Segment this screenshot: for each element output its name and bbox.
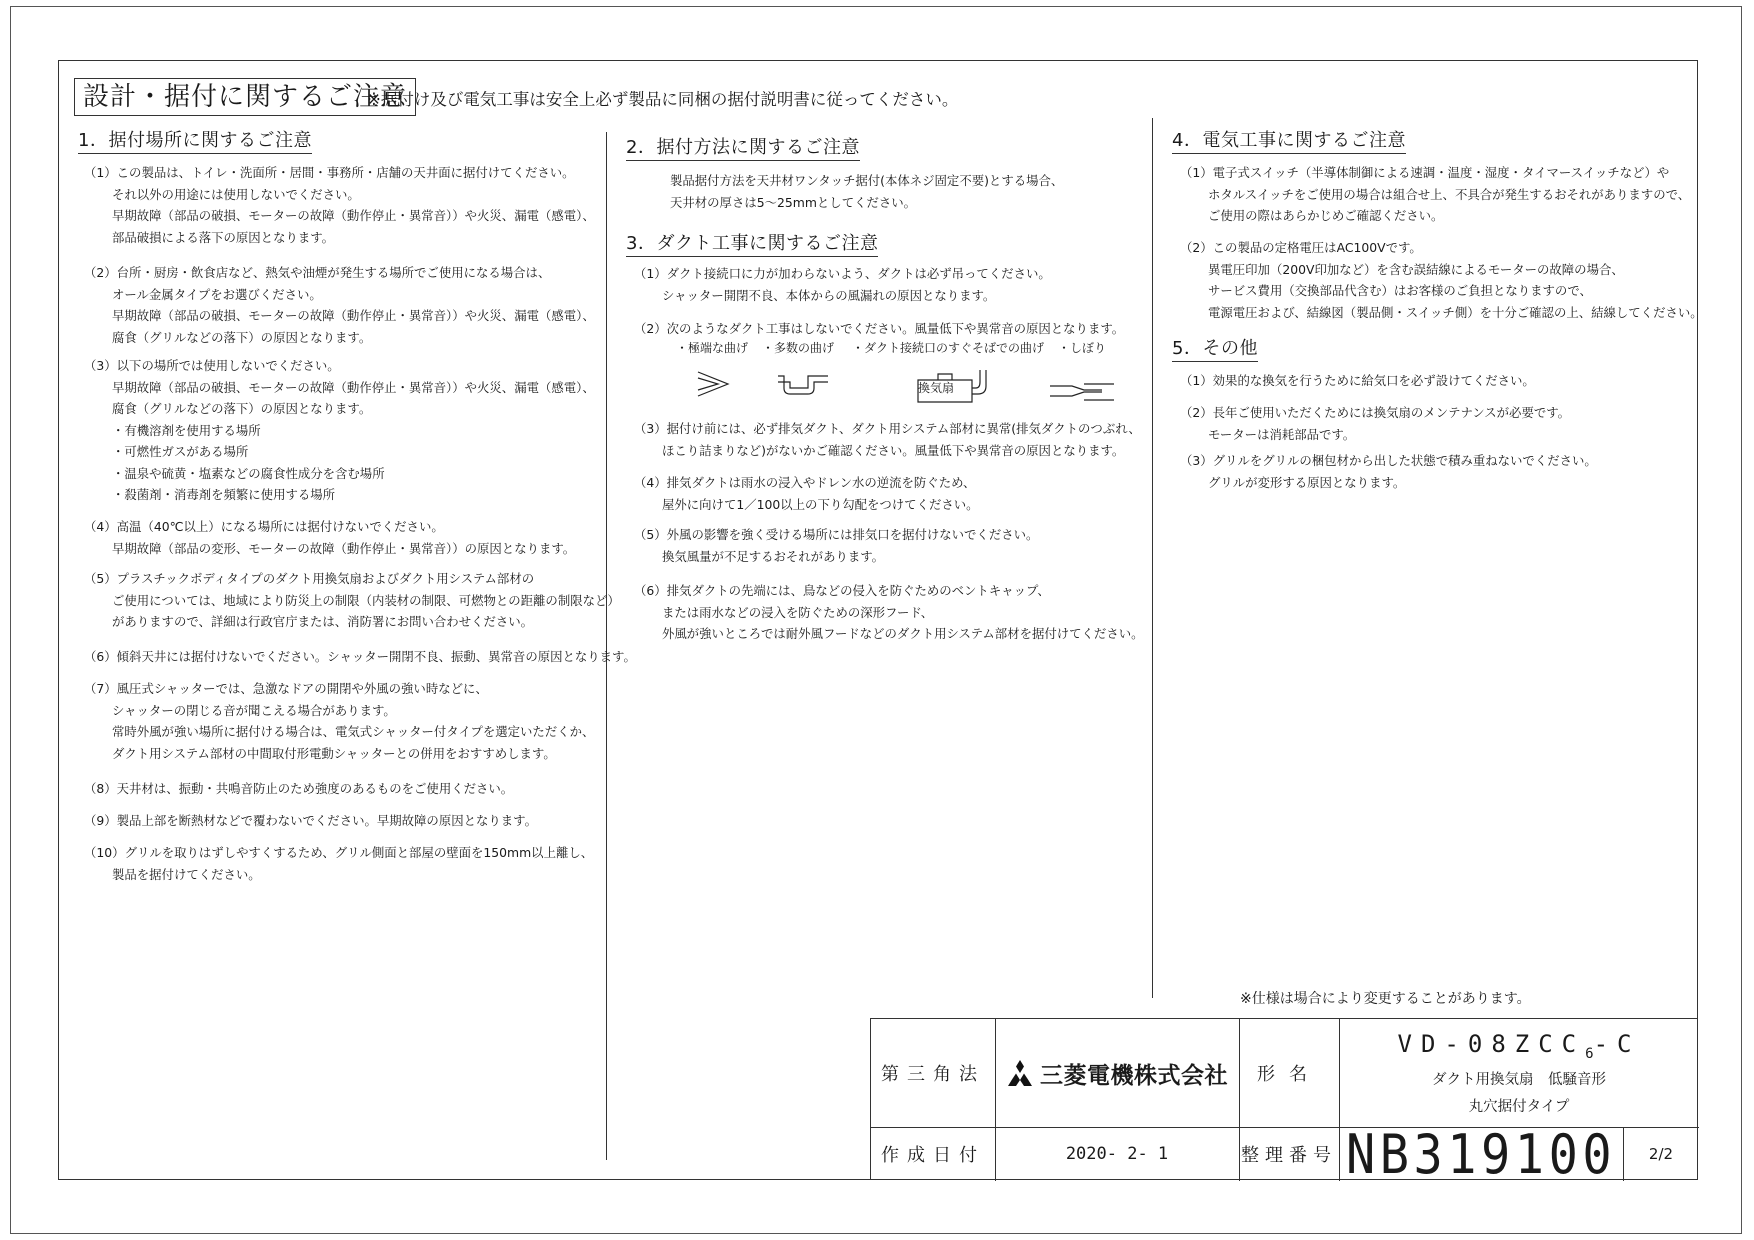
item-text-line: ほこり詰まりなど)がないかご確認ください。風量低下や異常音の原因となります。	[662, 442, 1125, 458]
list-item	[1180, 402, 1570, 445]
item-text-line: 常時外風が強い場所に据付ける場合は、電気式シャッター付タイプを選定いただくか、	[112, 724, 595, 739]
constriction-figure	[1050, 386, 1102, 390]
model-main: VD-08ZCC	[1397, 1030, 1586, 1059]
item-number: （6）	[634, 583, 667, 598]
duct-figures	[690, 362, 1130, 408]
item-text-line: 外風が強いところでは耐外風フードなどのダクト用システム部材を据付けてください。	[662, 626, 1144, 641]
date-label: 作成日付	[881, 1145, 985, 1166]
list-item	[634, 418, 1141, 461]
item-text-line: または雨水などの浸入を防ぐための深形フード、	[662, 604, 934, 620]
item-text: 効果的な換気を行うために給気口を必ず設けてください。	[1212, 373, 1535, 388]
list-item	[84, 355, 595, 506]
company-name: 三菱電機株式会社	[1040, 1062, 1228, 1089]
title-block	[870, 1018, 1698, 1186]
item-number: （3）	[84, 358, 117, 373]
item-number: （10）	[84, 845, 125, 860]
item-number: （1）	[84, 165, 117, 180]
item-text: 製品上部を断熱材などで覆わないでください。早期故障の原因となります。	[116, 813, 537, 828]
item-number: （4）	[84, 519, 117, 534]
reg-label: 整理番号	[1241, 1145, 1337, 1166]
item-number: （1）	[1180, 165, 1213, 180]
item-text-line: 換気風量が不足するおそれがあります。	[662, 548, 885, 564]
item-text-line: モーターは消耗部品です。	[1208, 426, 1356, 442]
item-text-line: ・可燃性ガスがある場所	[112, 444, 249, 459]
page-title: 設計・据付に関するご注意	[74, 78, 416, 116]
column-divider-2	[1152, 118, 1153, 998]
text-line: 製品据付方法を天井材ワンタッチ据付(本体ネジ固定不要)とする場合、	[670, 173, 1064, 188]
model-label: 形名	[1257, 1064, 1321, 1085]
item-text: 以下の場所では使用しないでください。	[116, 358, 340, 373]
list-item	[84, 778, 513, 800]
fan-label: 換気扇	[918, 381, 955, 395]
multiple-bend-figure	[778, 376, 828, 394]
duct-figure-label-1: ・極端な曲げ	[676, 341, 749, 355]
model-number	[1398, 1030, 1641, 1062]
registration-number	[1339, 1122, 1623, 1186]
item-text-line: それ以外の用途には使用しないでください。	[112, 186, 360, 202]
item-text-line: ・有機溶剤を使用する場所	[112, 422, 261, 438]
model-sub: 6	[1585, 1045, 1594, 1062]
item-number: （2）	[634, 321, 667, 336]
item-text: 次のようなダクト工事はしないでください。風量低下や異常音の原因となります。	[666, 321, 1125, 336]
item-text: 外風の影響を強く受ける場所には排気口を据付けないでください。	[666, 527, 1039, 542]
item-text-line: 部品破損による落下の原因となります。	[112, 229, 335, 245]
item-number: （5）	[84, 571, 117, 586]
list-item	[84, 516, 575, 559]
company-logo	[995, 1019, 1239, 1127]
item-text-line: ・温泉や硫黄・塩素などの腐食性成分を含む場所	[112, 465, 385, 481]
item-text: グリルをグリルの梱包材から出した状態で積み重ねないでください。	[1212, 453, 1597, 468]
list-item	[1180, 237, 1703, 323]
item-text: ダクト接続口に力が加わらないよう、ダクトは必ず吊ってください。	[666, 266, 1051, 281]
list-item	[84, 262, 595, 348]
item-text: この製品の定格電圧はAC100Vです。	[1212, 240, 1422, 255]
item-text: 排気ダクトは雨水の浸入やドレン水の逆流を防ぐため、	[666, 475, 976, 490]
header-note: ※据付け及び電気工事は安全上必ず製品に同梱の据付説明書に従ってください。	[367, 90, 959, 109]
duct-figure-label-2: ・多数の曲げ	[762, 341, 835, 355]
item-number: （1）	[1180, 373, 1213, 388]
list-item	[1180, 450, 1597, 493]
item-number: （6）	[84, 649, 117, 664]
item-text-line: がありますので、詳細は行政官庁または、消防署にお問い合わせください。	[112, 614, 534, 629]
item-text-line: グリルが変形する原因となります。	[1208, 474, 1406, 490]
item-text: 長年ご使用いただくためには換気扇のメンテナンスが必要です。	[1212, 405, 1571, 420]
section-3-heading: 3．ダクト工事に関するご注意	[626, 229, 878, 257]
item-text-line: ・殺菌剤・消毒剤を頻繁に使用する場所	[112, 487, 336, 502]
item-text-line: 早期故障（部品の変形、モーターの故障（動作停止・異常音））の原因となります。	[112, 540, 576, 556]
item-number: （9）	[84, 813, 117, 828]
list-item	[634, 472, 979, 515]
list-item	[84, 842, 593, 885]
item-text-line: ご使用については、地域により防災上の制限（内装材の制限、可燃物との距離の制限など）	[112, 592, 620, 608]
projection-label: 第三角法	[881, 1064, 985, 1085]
list-item	[1180, 370, 1535, 392]
item-text-line: 腐食（グリルなどの落下）の原因となります。	[112, 329, 372, 345]
item-text-line: 製品を据付けてください。	[112, 866, 261, 882]
list-item	[634, 263, 1051, 306]
item-text-line: 異電圧印加（200V印加など）を含む誤結線によるモーターの故障の場合、	[1208, 261, 1624, 277]
item-number: （2）	[84, 265, 117, 280]
item-text: 傾斜天井には据付けないでください。シャッター開閉不良、振動、異常音の原因となります。	[116, 649, 636, 664]
item-text-line: 電源電圧および、結線図（製品側・スイッチ側）を十分ご確認の上、結線してください。	[1208, 304, 1703, 320]
item-text: 据付け前には、必ず排気ダクト、ダクト用システム部材に異常(排気ダクトのつぶれ、	[666, 421, 1141, 436]
item-text-line: サービス費用（交換部品代含む）はお客様のご負担となりますので、	[1208, 283, 1592, 298]
spec-change-note: ※仕様は場合により変更することがあります。	[1240, 991, 1531, 1007]
item-text: 高温（40℃以上）になる場所には据付けないでください。	[116, 519, 444, 534]
list-item	[634, 580, 1144, 645]
item-text-line: 早期故障（部品の破損、モーターの故障（動作停止・異常音））や火災、漏電（感電）、	[112, 208, 595, 223]
item-number: （7）	[84, 681, 117, 696]
list-item	[84, 810, 537, 832]
item-text-line: ホタルスイッチをご使用の場合は組合せ上、不具合が発生するおそれがありますので、	[1208, 186, 1691, 202]
item-text-line: 早期故障（部品の破損、モーターの故障（動作停止・異常音））や火災、漏電（感電）、	[112, 308, 595, 323]
list-item	[84, 678, 594, 764]
list-item	[1180, 162, 1690, 227]
item-text-line: 腐食（グリルなどの落下）の原因となります。	[112, 401, 372, 416]
duct-figure-label-4: ・しぼり	[1058, 341, 1107, 355]
item-text: この製品は、トイレ・洗面所・居間・事務所・店舗の天井面に据付けてください。	[116, 165, 575, 180]
mitsubishi-logo-icon	[1006, 1060, 1034, 1086]
item-number: （1）	[634, 266, 667, 281]
model-info	[1339, 1019, 1699, 1127]
item-text: 天井材は、振動・共鳴音防止のため強度のあるものをご使用ください。	[116, 781, 514, 796]
text-line: 天井材の厚さは5～25mmとしてください。	[670, 194, 917, 210]
reg-number-text: NB319100	[1345, 1122, 1617, 1186]
item-number: （3）	[634, 421, 667, 436]
item-text-line: ご使用の際はあらかじめご確認ください。	[1208, 208, 1444, 223]
item-text-line: シャッターの閉じる音が聞こえる場合があります。	[112, 702, 396, 718]
section-1-heading: 1．据付場所に関するご注意	[78, 126, 312, 154]
extreme-bend-figure	[698, 372, 728, 396]
list-item	[634, 318, 1124, 340]
item-number: （3）	[1180, 453, 1213, 468]
section-4-heading: 4．電気工事に関するご注意	[1172, 126, 1406, 154]
duct-figure-label-3: ・ダクト接続口のすぐそばでの曲げ	[852, 341, 1045, 355]
list-item	[84, 568, 620, 633]
item-text-line: 屋外に向けて1／100以上の下り勾配をつけてください。	[662, 496, 979, 512]
item-number: （2）	[1180, 240, 1213, 255]
creation-date: 2020- 2- 1	[1065, 1144, 1169, 1164]
product-type: 丸穴据付タイプ	[1468, 1098, 1570, 1115]
item-number: （8）	[84, 781, 117, 796]
list-item	[634, 524, 1038, 567]
list-item	[84, 646, 636, 668]
item-text: 排気ダクトの先端には、鳥などの侵入を防ぐためのベントキャップ、	[666, 583, 1050, 598]
item-text: 風圧式シャッターでは、急激なドアの開閉や外風の強い時などに、	[116, 681, 488, 696]
item-text: グリルを取りはずしやすくするため、グリル側面と部屋の壁面を150mm以上離し、	[124, 845, 594, 860]
section-2-heading: 2．据付方法に関するご注意	[626, 133, 860, 161]
item-number: （4）	[634, 475, 667, 490]
list-item	[84, 162, 595, 248]
item-text: プラスチックボディタイプのダクト用換気扇およびダクト用システム部材の	[116, 571, 535, 586]
section-5-heading: 5．その他	[1172, 334, 1258, 362]
product-name: ダクト用換気扇 低騒音形	[1432, 1071, 1606, 1088]
item-number: （5）	[634, 527, 667, 542]
item-text-line: ダクト用システム部材の中間取付形電動シャッターとの併用をおすすめします。	[112, 745, 556, 761]
model-suffix: -C	[1593, 1030, 1641, 1059]
item-text-line: オール金属タイプをお選びください。	[112, 286, 322, 302]
item-text: 台所・厨房・飲食店など、熱気や油煙が発生する場所でご使用になる場合は、	[116, 265, 551, 280]
section-2-text	[670, 170, 1063, 213]
item-number: （2）	[1180, 405, 1213, 420]
item-text: 電子式スイッチ（半導体制御による速調・温度・湿度・タイマースイッチなど）や	[1212, 165, 1670, 180]
item-text-line: 早期故障（部品の破損、モーターの故障（動作停止・異常音））や火災、漏電（感電）、	[112, 379, 595, 395]
page-number: 2/2	[1648, 1145, 1674, 1163]
item-text-line: シャッター開閉不良、本体からの風漏れの原因となります。	[662, 287, 996, 303]
